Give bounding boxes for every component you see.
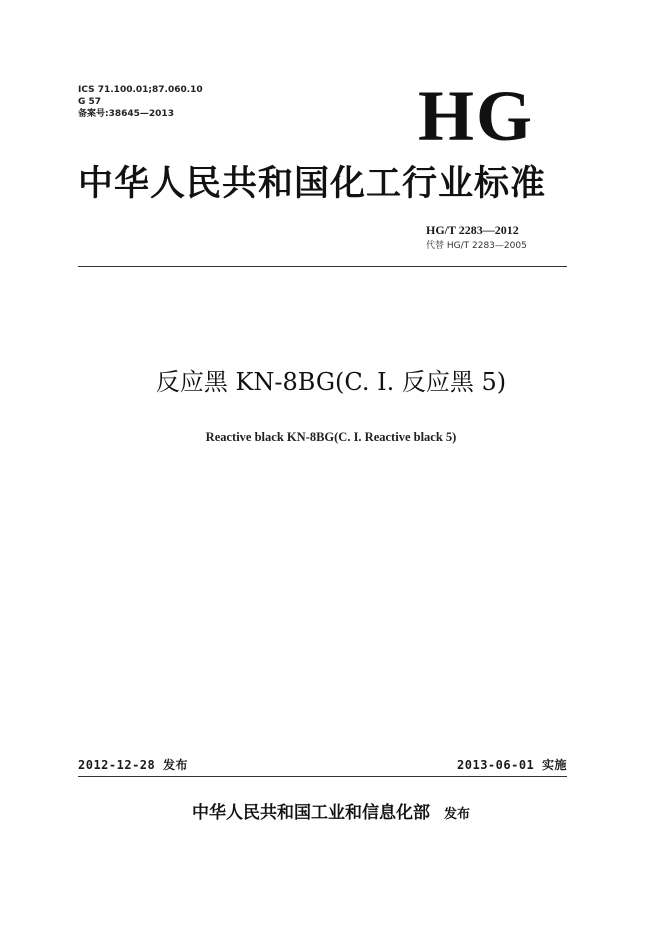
issuer-action: 发布: [443, 807, 470, 822]
ccs-code: G 57: [78, 97, 102, 107]
document-title-english: Reactive black KN-8BG(C. I. Reactive black 5): [205, 430, 457, 444]
issuer-line: [0, 801, 662, 827]
industry-standard-title: 中华人民共和国化工行业标准: [78, 163, 547, 204]
issue-date: 2012-12-28 发布: [78, 758, 188, 772]
implementation-date: 2013-06-01 实施: [457, 758, 567, 772]
record-number: 备案号:38645—2013: [78, 109, 174, 119]
issuer-name: 中华人民共和国工业和信息化部: [191, 803, 430, 823]
metadata-block: [78, 84, 203, 120]
top-divider: [78, 266, 567, 267]
standard-number: HG/T 2283—2012: [426, 223, 519, 237]
ics-code: ICS 71.100.01;87.060.10: [78, 85, 203, 95]
replaces-standard: 代替 HG/T 2283—2005: [426, 241, 527, 251]
document-title-chinese: 反应黑 KN-8BG(C. I. 反应黑 5): [155, 368, 507, 396]
bottom-divider: [78, 776, 567, 777]
hg-logo: HG: [418, 76, 535, 156]
